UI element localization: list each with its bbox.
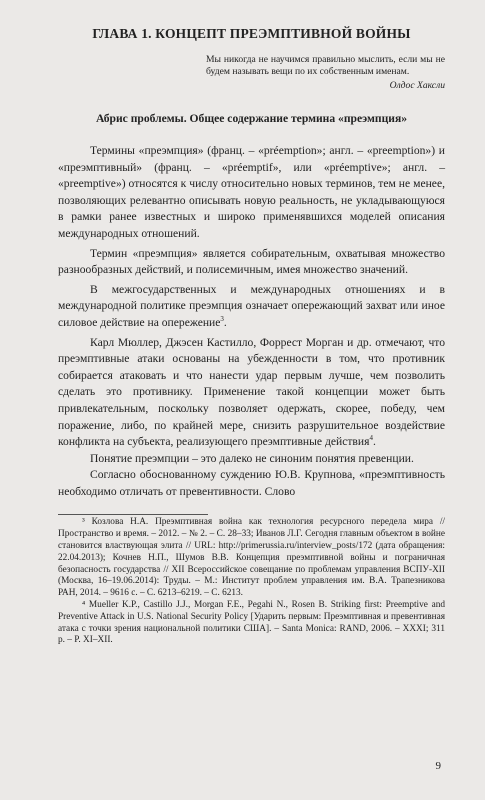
footnote: ³ Козлова Н.А. Преэмптивная война как технология ресурсного передела мира // Пространство и время. – 2012. – № 2. – С. 28–33; Иванов Л.Г. Сегодня главным объектом в войне становится властвующая элита // URL: http://primerussia.ru/interview_posts/172 (дата обращения: 22.04.2013); Кочнев Н.П., Шумов В.В. Концепция преэмптивной войны и пограничная безопасность государства // XII Всероссийское совещание по проблемам управления ВСПУ-XII (Москва, 16–19.06.2014): Труды. – М.: Институт проблем управления им. В.А. Трапезникова РАН, 2014. – 9616 с. – С. 6213–6219. – С. 6213. [58, 517, 445, 599]
paragraph: Термин «преэмпция» является собирательным, охватывая множество разнообразных действий, и полисемичным, имея множество значений. [58, 246, 445, 277]
paragraph: Понятие преэмпции – это далеко не синоним понятия превенции. [90, 451, 414, 465]
epigraph-author: Олдос Хаксли [389, 80, 445, 91]
epigraph-text: Мы никогда не научимся правильно мыслить, если мы не будем называть вещи по их собственным именам. [206, 54, 445, 77]
paragraph: Термины «преэмпция» (франц. – «préemption»; англ. – «preemption») и «преэмптивный» (франц. – «préemptif», или «préemptive»; англ. – «preemptive») относятся к числу относительно новых терминов, тем не менее, позволяющих релевантно описывать новую реальность, не укладывающуюся в рамки ранее известных и широко применявшихся моделей описания международных отношений. [58, 144, 445, 240]
footnote-ref: 3 [220, 315, 224, 324]
section-title: Абрис проблемы. Общее содержание термина «преэмпция» [95, 112, 408, 125]
body-text [58, 143, 445, 500]
footnotes [58, 514, 445, 647]
footnote-divider [58, 514, 208, 515]
page-number: 9 [435, 760, 441, 772]
footnote: ⁴ Mueller K.P., Castillo J.J., Morgan F.E., Pegahi N., Rosen B. Striking first: Preemptive and Preventive Attack in U.S. National Security Policy [Ударить первым: Преэмптивная и превентивная атака с точки зрения национальной политики США]. – Santa Monica: RAND, 2006. – XXXI; 311 p. – P. XI–XII. [58, 600, 445, 646]
footnote-ref: 4 [369, 434, 373, 443]
epigraph [206, 54, 445, 92]
paragraph: Карл Мюллер, Джэсен Кастилло, Форрест Морган и др. отмечают, что преэмптивные атаки основаны на убежденности в том, что противник собирается атаковать и что нанести удар первым лучше, чем позволить сделать это противнику. Применение такой концепции может быть привлекательным, поскольку позволяет одержать, скорее, победу, чем поражение, либо, по крайней мере, снизить разрушительное воздействие конфликта на субъекта, реализующего преэмптивные действия$^4$. [58, 335, 445, 449]
chapter-title: ГЛАВА 1. КОНЦЕПТ ПРЕЭМПТИВНОЙ ВОЙНЫ [92, 26, 411, 41]
paragraph: В межгосударственных и международных отношениях и в международной политике преэмпция означает опережающий захват или иное силовое действие на опережение$^3$. [58, 282, 445, 329]
paragraph: Согласно обоснованному суждению Ю.В. Крупнова, «преэмптивность необходимо отличать от превентивности. Слово [58, 468, 445, 498]
